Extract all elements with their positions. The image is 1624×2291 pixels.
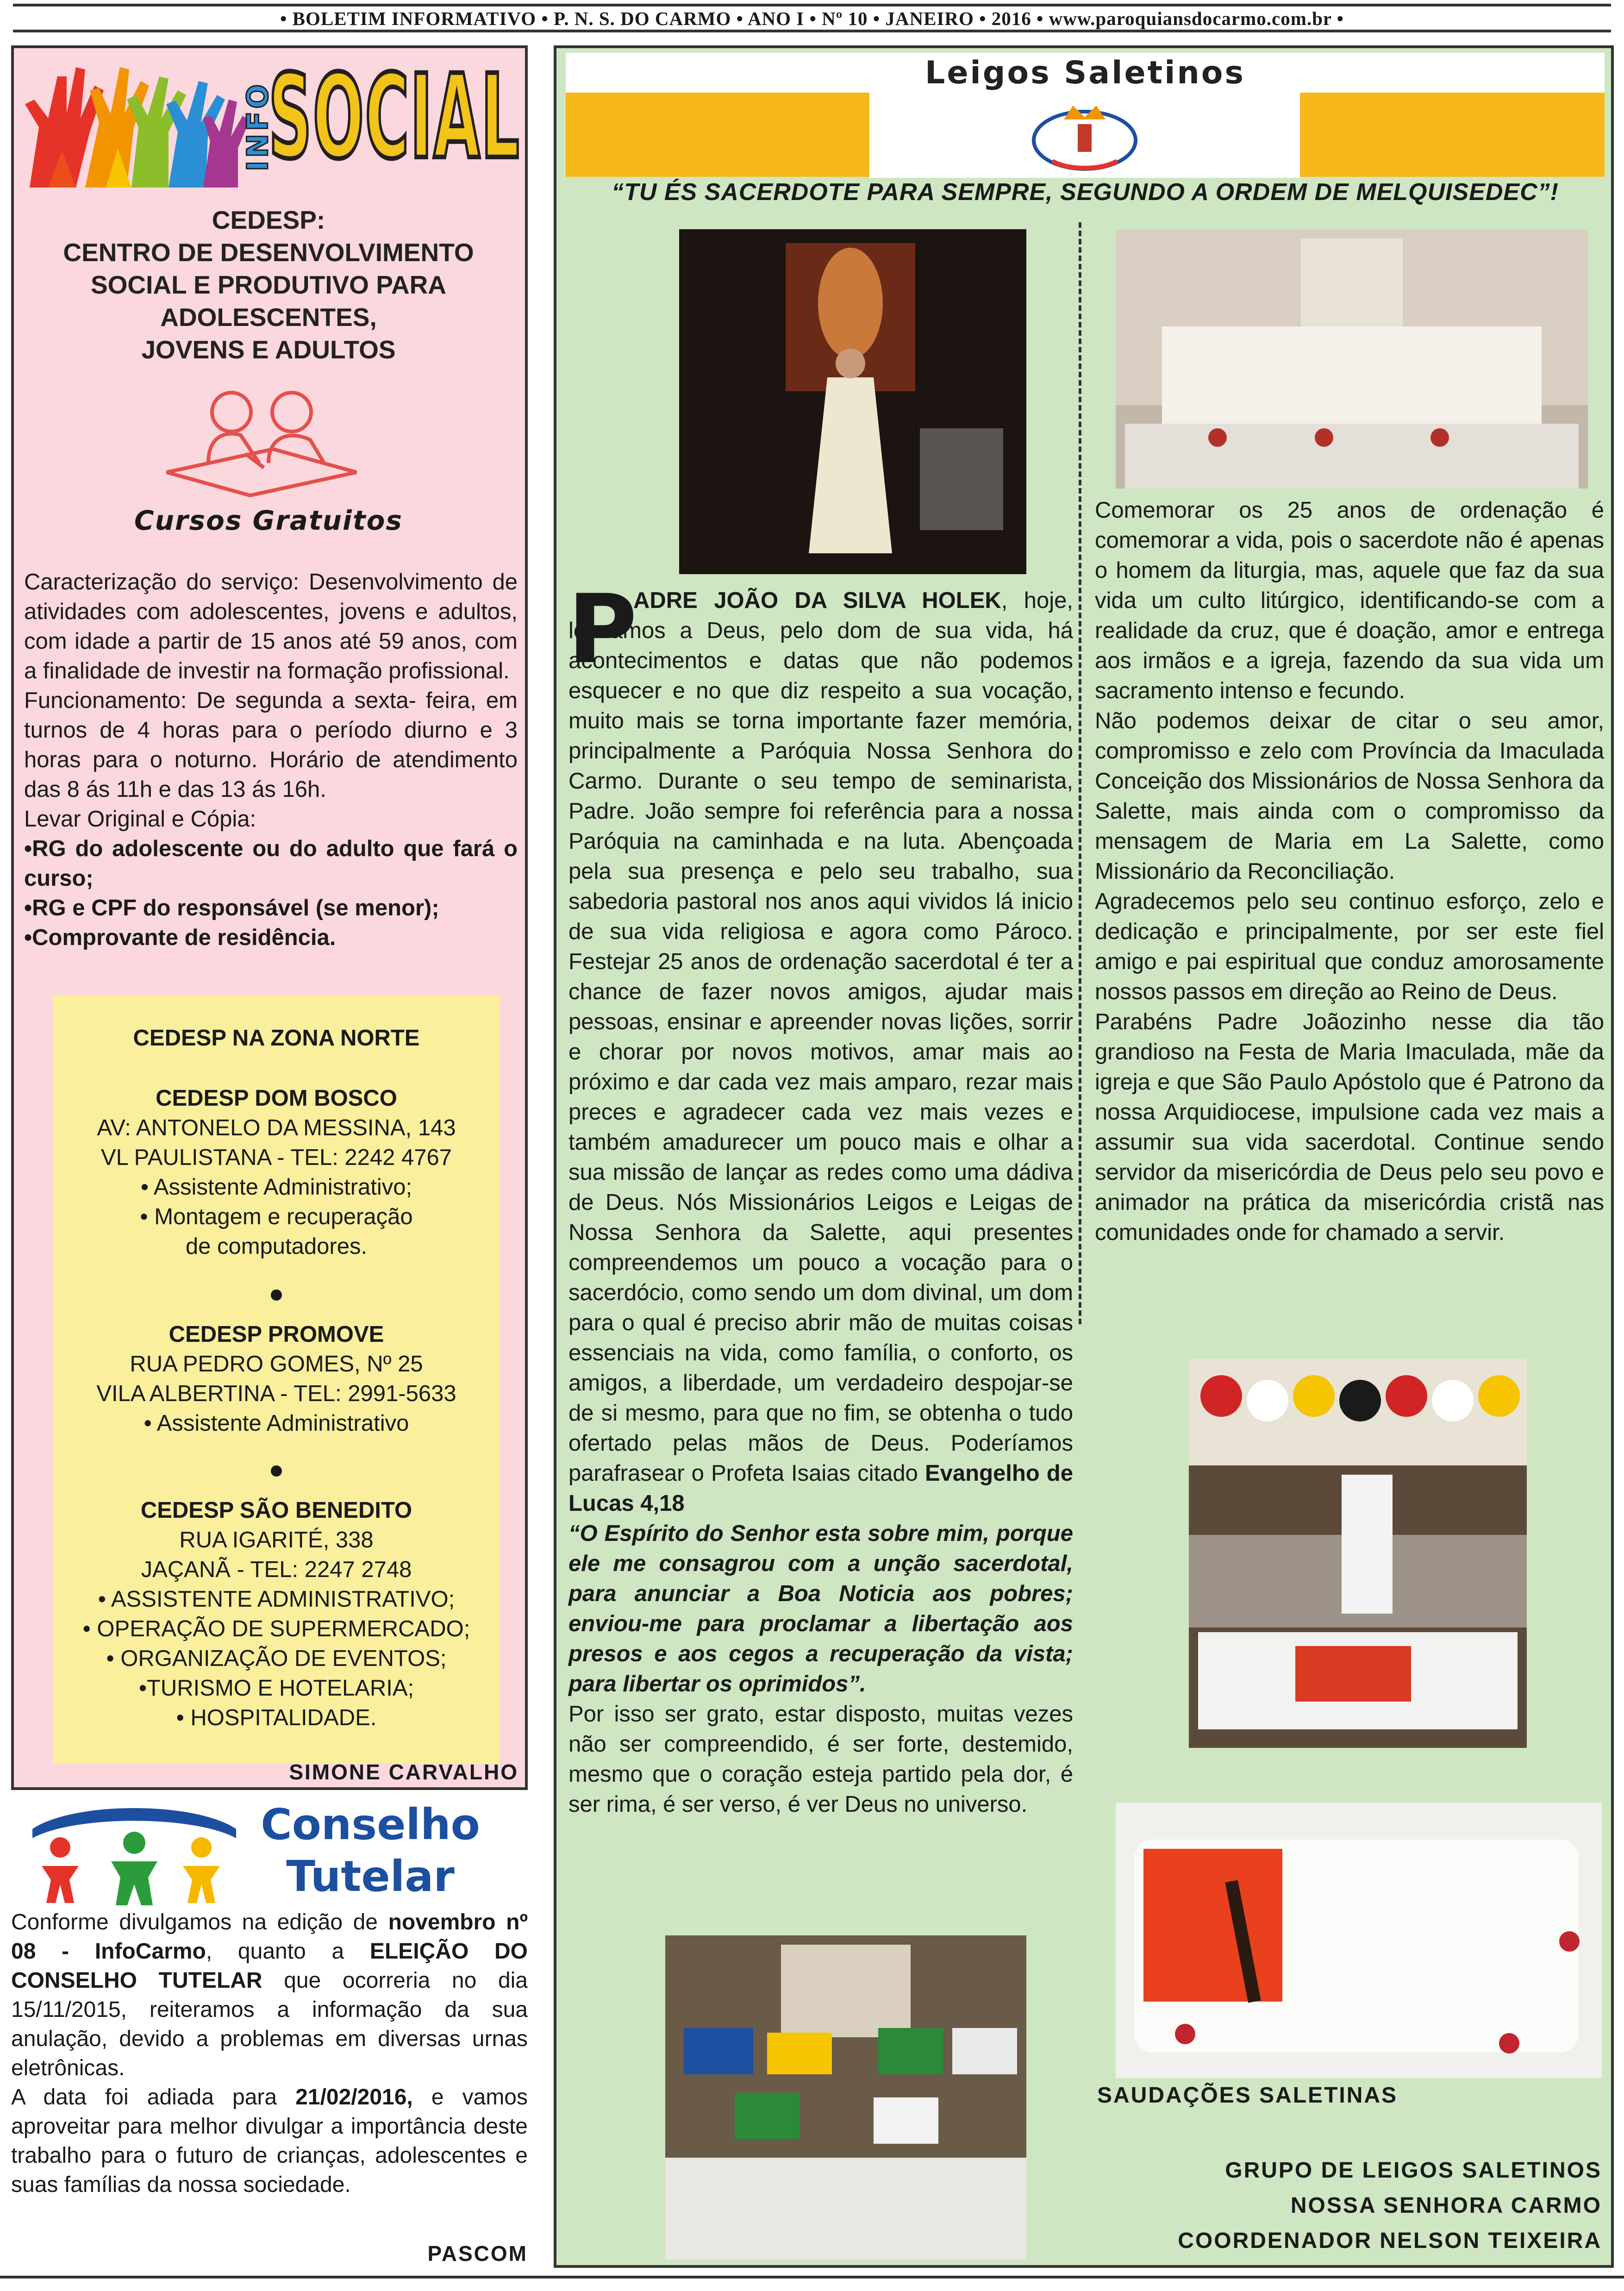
children-figures-icon <box>42 1832 220 1905</box>
signature-line-1: GRUPO DE LEIGOS SALETINOS <box>1225 2158 1602 2183</box>
unit-2-line-3: • Assistente Administrativo <box>144 1411 409 1436</box>
unit-3-line-5: • ORGANIZAÇÃO DE EVENTOS; <box>106 1646 447 1671</box>
social-author: SIMONE CARVALHO <box>289 1760 518 1784</box>
article-column-left <box>568 575 1074 1820</box>
section-title: Leigos Saletinos <box>924 55 1245 91</box>
signature-line-2: NOSSA SENHORA CARMO <box>1290 2193 1602 2218</box>
unit-1-line-1: AV: ANTONELO DA MESSINA, 143 <box>97 1115 456 1140</box>
conselho-text-body <box>11 1908 528 2199</box>
cake-photo <box>1116 1803 1602 2078</box>
unit-1-name: CEDESP DOM BOSCO <box>156 1086 397 1111</box>
signature-line-3: COORDENADOR NELSON TEIXEIRA <box>1178 2228 1602 2253</box>
article-column-right <box>1095 495 1604 1248</box>
conselho-logo-line-2: Tutelar <box>286 1852 455 1901</box>
unit-3-line-7: • HOSPITALIDADE. <box>176 1705 377 1730</box>
unit-2-line-2: VILA ALBERTINA - TEL: 2991-5633 <box>96 1381 456 1406</box>
article-right-paragraph-3: Agradecemos pelo seu continuo esforço, zelo e dedicação e principalmente, por ser este fiel amigo e pai espiritual que conduz amorosamente nossos passos em direção ao Reino de Deus. <box>1095 889 1604 1004</box>
requirement-2: •RG e CPF do responsável (se menor); <box>24 895 439 920</box>
unit-3-name: CEDESP SÃO BENEDITO <box>140 1498 412 1523</box>
celebration-photo <box>1189 1359 1527 1748</box>
conselho-text-1b: novembro nº 08 - InfoCarmo <box>11 1910 528 1964</box>
cedesp-paragraph-1: Caracterização do serviço: Desenvolvimento de atividades com adolescentes, jovens e adultos, com idade a partir de 15 anos até 59 anos, com a finalidade de investir na formação profissional. <box>24 570 518 683</box>
unit-1-line-5: de computadores. <box>185 1234 368 1259</box>
saletinos-emblem-icon <box>869 92 1300 178</box>
cedesp-paragraph-2: Funcionamento: De segunda a sexta- feira, em turnos de 4 horas para o período diurno e 3 horas para o noturno. Horário de atendimento das 8 ás 11h e das 13 ás 16h. <box>24 688 518 802</box>
unit-3-line-6: •TURISMO E HOTELARIA; <box>138 1676 414 1701</box>
unit-3-line-3: • ASSISTENTE ADMINISTRATIVO; <box>98 1587 455 1612</box>
bullet-dot <box>271 1289 282 1301</box>
cedesp-subtitle-4: JOVENS E ADULTOS <box>141 335 396 364</box>
gospel-citation: “O Espírito do Senhor esta sobre mim, porque ele me consagrou com a unção sacerdotal, para anunciar a Boa Noticia aos pobres; enviou-me para proclamar a libertação aos presos e aos cegos a recuperação da vista; para libertar os oprimidos”. <box>568 1521 1073 1696</box>
conselho-text-2c: e vamos aproveitar para melhor divulgar a importância deste trabalho para o futuro de crianças, adolescentes e suas famílias da nossa sociedade. <box>11 2085 528 2197</box>
unit-1-line-4: • Montagem e recuperação <box>140 1204 413 1229</box>
unit-1-line-3: • Assistente Administrativo; <box>140 1175 412 1200</box>
info-logo-word: INFO <box>241 81 275 171</box>
section-quote: “TU ÉS SACERDOTE PARA SEMPRE, SEGUNDO A ORDEM DE MELQUISEDEC”! <box>612 179 1559 206</box>
conselho-text-1e: que ocorreria no dia 15/11/2015, reiteramos a informação da sua anulação, devido a problemas em diversas urnas eletrônicas. <box>11 1968 528 2080</box>
conselho-text-2b: 21/02/2016, <box>295 2085 413 2109</box>
unit-2-name: CEDESP PROMOVE <box>169 1322 384 1347</box>
cedesp-subtitle-2: SOCIAL E PRODUTIVO PARA <box>90 270 447 299</box>
banner-emblem-panel <box>869 92 1300 178</box>
conselho-logo-text <box>236 1799 505 1903</box>
article-right-paragraph-2: Não podemos deixar de citar o seu amor, compromisso e zelo com Província da Imaculada Conceição dos Missionários de Nossa Senhora da Salette, mais ainda com o compromisso da mensagem de Maria em La Salette, como Missionário da Reconciliação. <box>1095 708 1604 884</box>
article-lead: ADRE JOÃO DA SILVA HOLEK <box>633 588 1001 613</box>
conselho-tutelar-logo <box>19 1796 250 1908</box>
priest-altar-photo <box>679 229 1026 574</box>
cedesp-subtitle-3: ADOLESCENTES, <box>160 303 377 332</box>
requirement-1: •RG do adolescente ou do adulto que fará o curso; <box>24 836 518 891</box>
conselho-text-1d: ELEIÇÃO DO CONSELHO TUTELAR <box>11 1939 528 1993</box>
conselho-author: PASCOM <box>427 2241 528 2266</box>
unit-3-line-4: • OPERAÇÃO DE SUPERMERCADO; <box>82 1616 470 1641</box>
gospel-reference: Evangelho de Lucas 4,18 <box>568 1461 1073 1516</box>
cedesp-subtitle-1: CENTRO DE DESENVOLVIMENTO <box>63 238 474 267</box>
conselho-text-1a: Conforme divulgamos na edição de <box>11 1910 388 1934</box>
footer-rule <box>0 2276 1624 2278</box>
article-dropcap: P <box>568 575 637 685</box>
column-divider <box>1079 222 1083 1324</box>
unit-3-line-2: JAÇANÃ - TEL: 2247 2748 <box>141 1557 412 1582</box>
article-right-paragraph-4: Parabéns Padre Joãozinho nesse dia tão grandioso na Festa de Maria Imaculada, mãe da igreja e que São Paulo Apóstolo que é Patrono da nossa Arquidiocese, impulsione cada vez mais a assumir sua vida sacerdotal. Continue sendo servidor da misericórdia de Deus pelo seu povo e animador na prática da misericórdia cristã nas comunidades onde for chamado a servir. <box>1095 1009 1604 1245</box>
conselho-text-2a: A data foi adiada para <box>11 2085 296 2109</box>
altar-ceremony-photo <box>1116 229 1588 488</box>
requirement-3: •Comprovante de residência. <box>24 925 336 950</box>
cedesp-title: CEDESP: <box>212 206 325 234</box>
unit-2-line-1: RUA PEDRO GOMES, Nº 25 <box>130 1352 423 1377</box>
social-logo-word: SOCIAL <box>269 50 520 184</box>
conselho-text-1c: , quanto a <box>206 1939 370 1964</box>
newsletter-header: • BOLETIM INFORMATIVO • P. N. S. DO CARMO • ANO I • Nº 10 • JANEIRO • 2016 • www.paroquiansdocarmo.com.br • <box>280 8 1344 29</box>
article-paragraph-2: Por isso ser grato, estar disposto, muitas vezes não ser compreendido, é ser forte, destemido, mesmo que o coração esteja partido pela dor, é ser rima, é ser verso, é ver Deus no universo. <box>568 1702 1073 1817</box>
courses-caption: Cursos Gratuitos <box>134 505 403 536</box>
flags-photo <box>665 1935 1026 2260</box>
article-paragraph-1: , hoje, louvamos a Deus, pelo dom de sua vida, há acontecimentos e datas que não podemos esquecer e no que diz respeito a sua vocação, muito mais se torna importante fazer memória, principalmente a Paróquia Nossa Senhora do Carmo. Durante o seu tempo de seminarista, Padre. João sempre foi referência para a nossa Paróquia na caminhada e na luta. Abençoada pela sua presença e pelo seu trabalho, sua sabedoria pastoral nos anos aqui vividos lá inicio de sua vida religiosa e agora como Pároco. Festejar 25 anos de ordenação sacerdotal é ter a chance de fazer novos amigos, ajudar mais pessoas, ensinar e apreender novas lições, sorrir e chorar por novos motivos, amar mais ao próximo e dar cada vez mais amparo, rezar mais preces e agradecer cada vez mais vezes e também amadurecer um pouco mais e olhar a sua missão de lançar as redes como uma dádiva de Deus. Nós Missionários Leigos e Leigas de Nossa Senhora da Salette, aqui presentes compreendemos um pouco a vocação para o sacerdócio, como sendo um dom divinal, um dom para o qual é preciso abrir mão de muitas coisas essenciais na vida, como família, o conforto, os amigos, a liberdade, um verdadeiro despojar-se de si mesmo, para que no fim, se obtenha o tudo ofertado pelas mãos de Deus. Poderíamos parafrasear o Profeta Isaias citado <box>568 588 1074 1486</box>
conselho-logo-line-1: Conselho <box>261 1800 480 1849</box>
zona-norte-title: CEDESP NA ZONA NORTE <box>133 1026 420 1051</box>
cedesp-paragraph-3: Levar Original e Cópia: <box>24 807 256 832</box>
unit-3-line-1: RUA IGARITÉ, 338 <box>179 1527 374 1552</box>
bullet-dot <box>271 1465 282 1477</box>
greetings-line: SAUDAÇÕES SALETINAS <box>1097 2083 1398 2108</box>
study-figures-icon <box>157 384 366 500</box>
unit-1-line-2: VL PAULISTANA - TEL: 2242 4767 <box>100 1145 452 1170</box>
article-right-paragraph-1: Comemorar os 25 anos de ordenação é comemorar a vida, pois o sacerdote não é apenas o homem da liturgia, mas, aquele que faz da sua vida um culto litúrgico, identificando-se com a realidade da cruz, que é doação, amor e entrega aos irmãos e a igreja, fazendo da sua vida um sacramento intenso e fecundo. <box>1095 498 1604 703</box>
colorful-hands-icon <box>25 67 250 188</box>
cedesp-description <box>24 567 518 952</box>
